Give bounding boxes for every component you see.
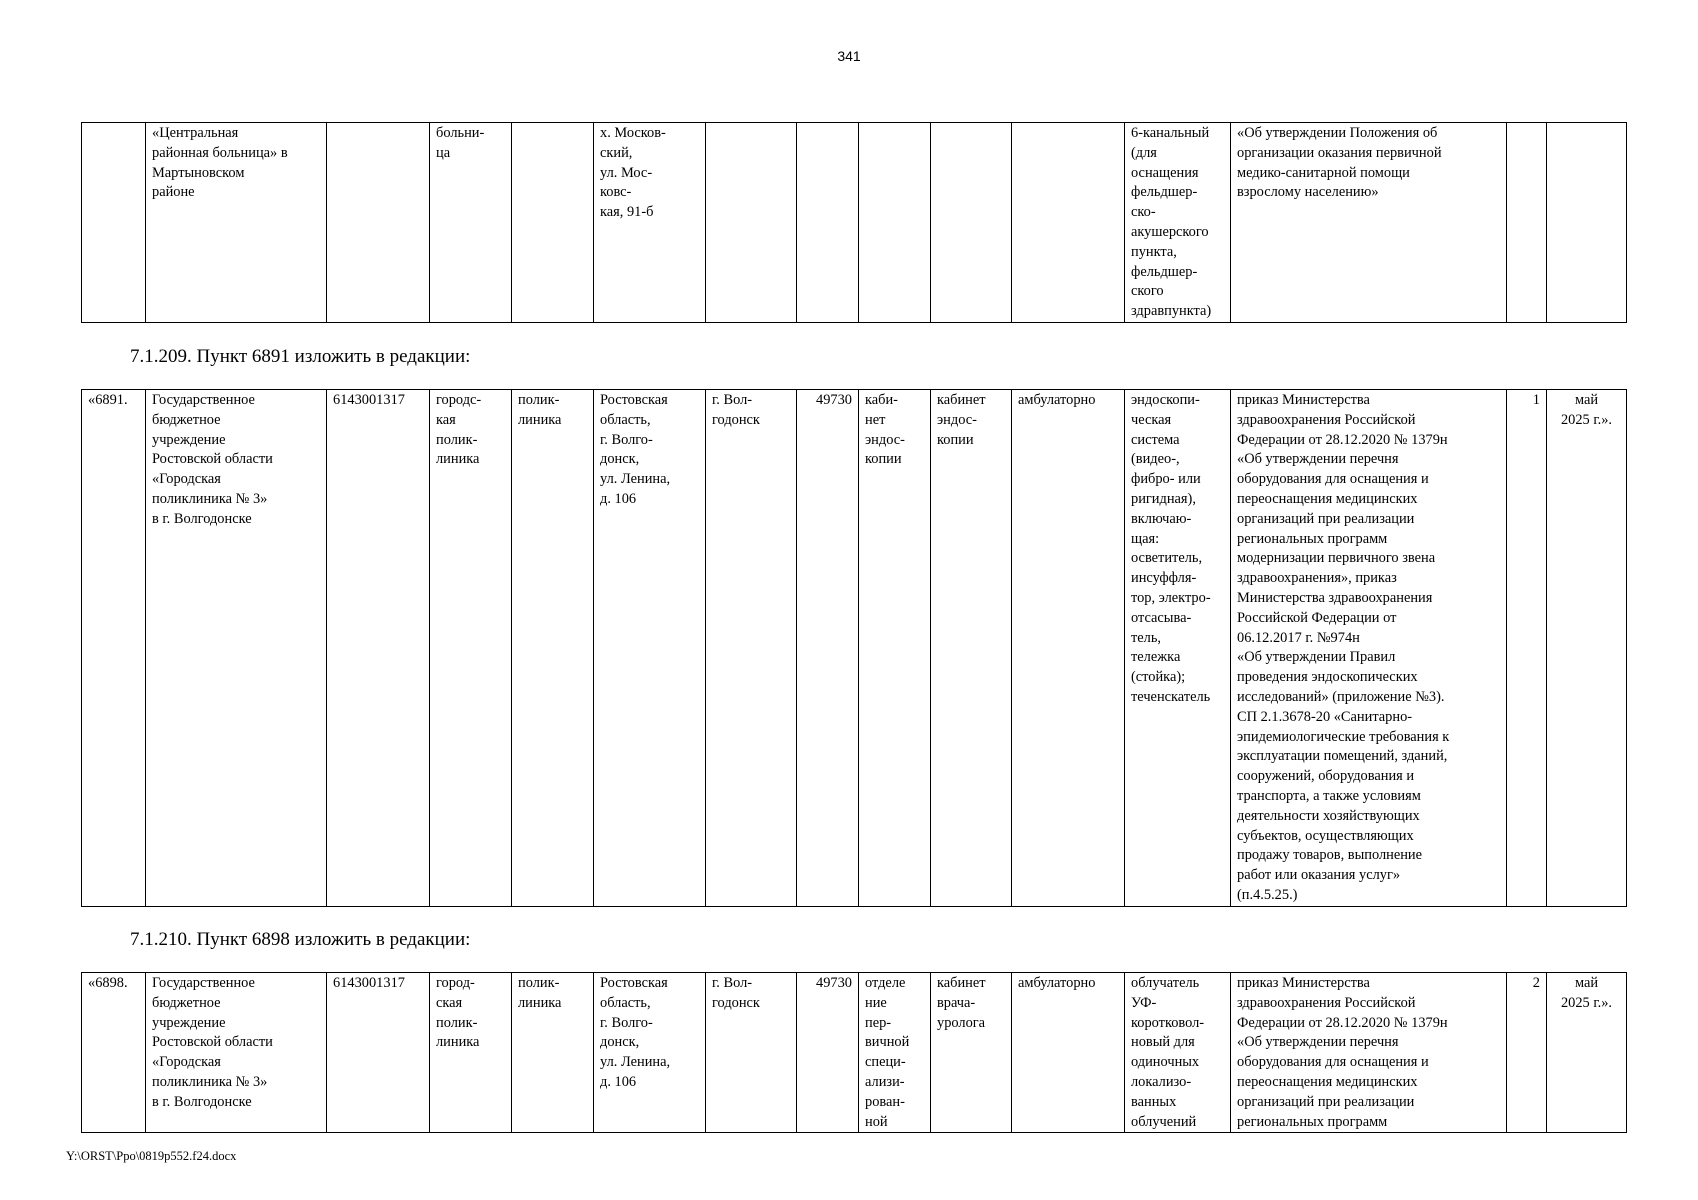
cell-deadline: май 2025 г.». xyxy=(1547,390,1627,907)
cell-cabinet: кабинет эндос- копии xyxy=(931,390,1012,907)
cell-oktmo: 49730 xyxy=(797,390,859,907)
cell-equipment: эндоскопи- ческая система (видео-, фибро- или ригидная), включаю- щая: осветитель, инсуффля- тор, электро- отсасыва- тель, тележка (стойка); теченскатель xyxy=(1125,390,1231,907)
cell-inn: 6143001317 xyxy=(327,973,430,1133)
cell-organization: Государственное бюджетное учреждение Ростовской области «Городская поликлиника № 3» в г. Волгодонске xyxy=(146,390,327,907)
table-item-6898 xyxy=(81,972,1627,1133)
cell-oktmo: 49730 xyxy=(797,973,859,1133)
table-continuation xyxy=(81,122,1627,323)
cell-cabinet xyxy=(931,123,1012,323)
cell-organization: «Центральная районная больница» в Мартыновском районе xyxy=(146,123,327,323)
cell-address: Ростовская область, г. Волго- донск, ул. Ленина, д. 106 xyxy=(594,390,706,907)
cell-cabinet: кабинет врача- уролога xyxy=(931,973,1012,1133)
cell-subdivision-type xyxy=(512,123,594,323)
cell-deadline xyxy=(1547,123,1627,323)
table-row xyxy=(82,973,1627,1133)
cell-regulation: приказ Министерства здравоохранения Российской Федерации от 28.12.2020 № 1379н «Об утверждении перечня оборудования для оснащения и переоснащения медицинских организаций при реализации региональных программ модернизации первичного звена здравоохранения», приказ Министерства здравоохранения Российской Федерации от 06.12.2017 г. №974н «Об утверждении Правил проведения эндоскопических исследований» (приложение №3). СП 2.1.3678-20 «Санитарно- эпидемиологические требования к эксплуатации помещений, зданий, сооружений, оборудования и транспорта, а также условиям деятельности хозяйствующих субъектов, осуществляющих продажу товаров, выполнение работ или оказания услуг» (п.4.5.25.) xyxy=(1231,390,1507,907)
table-row xyxy=(82,390,1627,907)
cell-inn: 6143001317 xyxy=(327,390,430,907)
cell-organization: Государственное бюджетное учреждение Ростовской области «Городская поликлиника № 3» в г. Волгодонске xyxy=(146,973,327,1133)
cell-care-conditions xyxy=(1012,123,1125,323)
cell-department xyxy=(859,123,931,323)
cell-number: «6891. xyxy=(82,390,146,907)
cell-facility-type: город- ская полик- линика xyxy=(430,973,512,1133)
file-path-footer: Y:\ORST\Ppo\0819p552.f24.docx xyxy=(66,1149,237,1163)
table-item-6891 xyxy=(81,389,1627,907)
cell-regulation: приказ Министерства здравоохранения Российской Федерации от 28.12.2020 № 1379н «Об утверждении перечня оборудования для оснащения и переоснащения медицинских организаций при реализации региональных программ xyxy=(1231,973,1507,1133)
cell-quantity: 2 xyxy=(1507,973,1547,1133)
page-number: 341 xyxy=(837,48,861,64)
section-heading-6898: 7.1.210. Пункт 6898 изложить в редакции: xyxy=(130,929,471,950)
cell-inn xyxy=(327,123,430,323)
cell-deadline: май 2025 г.». xyxy=(1547,973,1627,1133)
cell-facility-type: больни- ца xyxy=(430,123,512,323)
cell-department: каби- нет эндос- копии xyxy=(859,390,931,907)
cell-number xyxy=(82,123,146,323)
cell-equipment: облучатель УФ- коротковол- новый для одиночных локализо- ванных облучений xyxy=(1125,973,1231,1133)
section-heading-6891: 7.1.209. Пункт 6891 изложить в редакции: xyxy=(130,346,471,367)
cell-quantity: 1 xyxy=(1507,390,1547,907)
cell-municipality: г. Вол- годонск xyxy=(706,390,797,907)
cell-address: Ростовская область, г. Волго- донск, ул. Ленина, д. 106 xyxy=(594,973,706,1133)
cell-care-conditions: амбулаторно xyxy=(1012,973,1125,1133)
cell-address: х. Москов- ский, ул. Мос- ковс- кая, 91-б xyxy=(594,123,706,323)
cell-subdivision-type: полик- линика xyxy=(512,973,594,1133)
cell-subdivision-type: полик- линика xyxy=(512,390,594,907)
table-row xyxy=(82,123,1627,323)
cell-facility-type: городс- кая полик- линика xyxy=(430,390,512,907)
cell-municipality: г. Вол- годонск xyxy=(706,973,797,1133)
cell-department: отделе ние пер- вичной специ- ализи- рован- ной xyxy=(859,973,931,1133)
cell-number: «6898. xyxy=(82,973,146,1133)
cell-municipality xyxy=(706,123,797,323)
cell-regulation: «Об утверждении Положения об организации оказания первичной медико-санитарной помощи взрослому населению» xyxy=(1231,123,1507,323)
cell-equipment: 6-канальный (для оснащения фельдшер- ско- акушерского пункта, фельдшер- ского здравпункта) xyxy=(1125,123,1231,323)
cell-quantity xyxy=(1507,123,1547,323)
cell-oktmo xyxy=(797,123,859,323)
cell-care-conditions: амбулаторно xyxy=(1012,390,1125,907)
